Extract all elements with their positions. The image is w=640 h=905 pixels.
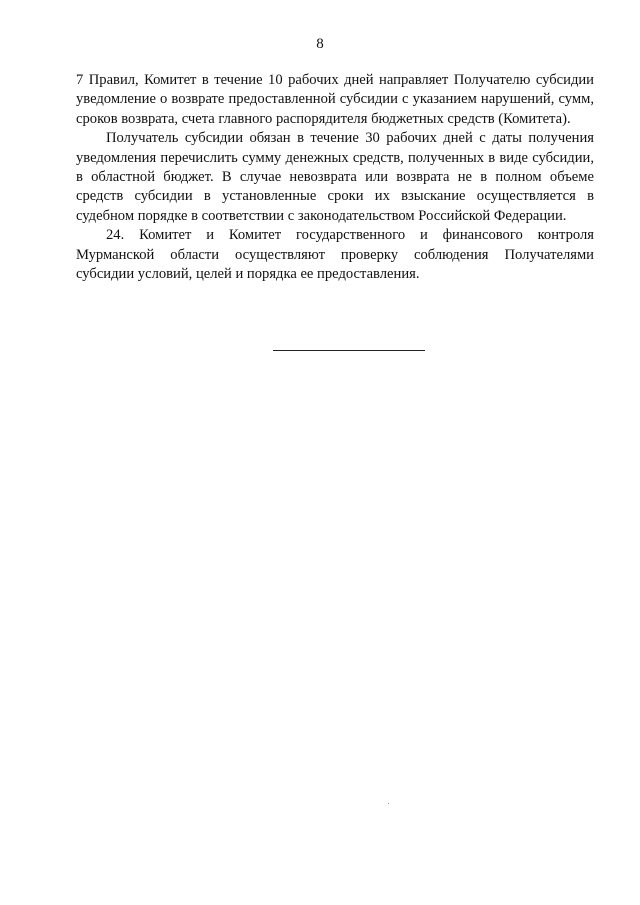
paragraph-item-24: 24. Комитет и Комитет государственного и финансового контроля Мурманской области осуществляют проверку соблюдения Получателями субсидии условий, целей и порядка ее предоставления. [76, 227, 594, 283]
page-number: 8 [316, 36, 324, 52]
paragraph-continuation: 7 Правил, Комитет в течение 10 рабочих дней направляет Получателю субсидии уведомление о возврате предоставленной субсидии с указанием нарушений, сумм, сроков возврата, счета главного распорядителя бюджетных средств (Комитета). [76, 72, 594, 127]
end-divider [273, 350, 425, 351]
document-body [76, 71, 594, 284]
scan-speck [388, 803, 389, 804]
paragraph-refund-obligation: Получатель субсидии обязан в течение 30 рабочих дней с даты получения уведомления перечислить сумму денежных средств, полученных в виде субсидии, в областной бюджет. В случае невозврата или возврата не в полном объеме средств субсидии в установленные сроки их взыскание осуществляется в судебном порядке в соответствии с законодательством Российской Федерации. [76, 130, 594, 224]
